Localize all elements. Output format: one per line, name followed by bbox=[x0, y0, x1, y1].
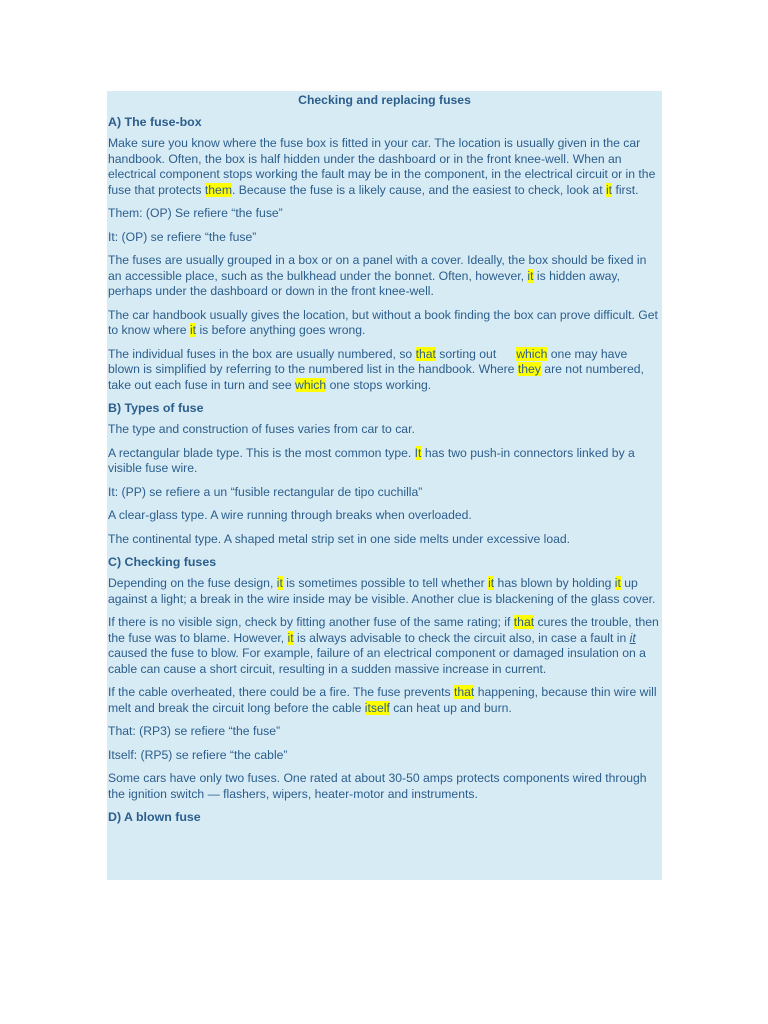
highlight-it: it bbox=[605, 182, 613, 197]
section-c-paragraph-2: If there is no visible sign, check by fitting another fuse of the same rating; if that cures the trouble, then the fuse was to blame. However, it is always advisable to check the circuit also, in case a fault in it caused the fuse to blow. For example, failure of an electrical component or damaged insulation on a cable can cause a short circuit, resulting in a sudden massive increase in current. bbox=[108, 615, 659, 676]
section-c-paragraph-1: Depending on the fuse design, it is sometimes possible to tell whether it has blown by holding it up against a light; a break in the wire inside may be visible. Another clue is blackening of the glass cover. bbox=[108, 576, 656, 606]
section-c-paragraph-4: Some cars have only two fuses. One rated at about 30-50 amps protects components wired through the ignition switch — flashers, wipers, heater-motor and instruments. bbox=[108, 771, 647, 801]
section-c-heading: C) Checking fuses bbox=[108, 555, 217, 569]
document-title: Checking and replacing fuses bbox=[298, 93, 471, 107]
highlight-which: which bbox=[295, 377, 327, 392]
section-d-heading: D) A blown fuse bbox=[108, 810, 201, 824]
highlight-it: it bbox=[189, 323, 197, 337]
document-panel bbox=[107, 91, 662, 880]
highlight-that: that bbox=[415, 346, 436, 361]
highlight-itself: itself bbox=[364, 700, 390, 715]
annotation-note: Itself: (RP5) se refiere “the cable” bbox=[108, 747, 288, 762]
highlight-it: it bbox=[276, 576, 283, 590]
highlight-it: it bbox=[614, 576, 621, 590]
section-a-paragraph-4: The individual fuses in the box are usually numbered, so that sorting out which one may have blown is simplified by referring to the numbered list in the handbook. Where they are not numbered, take out each fuse in turn and see which one stops working. bbox=[108, 346, 644, 392]
section-c-paragraph-3: If the cable overheated, there could be a fire. The fuse prevents that happening, because thin wire will melt and break the circuit long before the cable itself can heat up and burn. bbox=[108, 685, 657, 715]
section-a-paragraph-3: The car handbook usually gives the location, but without a book finding the box can prove difficult. Get to know where it is before anything goes wrong. bbox=[108, 307, 658, 337]
section-a-heading: A) The fuse-box bbox=[108, 115, 202, 129]
highlight-it: it bbox=[287, 630, 294, 645]
section-b-paragraph-1: The type and construction of fuses varies from car to car. bbox=[108, 422, 415, 436]
annotation-note: That: (RP3) se refiere “the fuse” bbox=[108, 724, 281, 738]
section-a-paragraph-2: The fuses are usually grouped in a box or on a panel with a cover. Ideally, the box should be fixed in an accessible place, such as the bulkhead under the bonnet. Often, however, it is hidden away, perhaps under the dashboard or down in the front knee-well. bbox=[108, 253, 647, 298]
annotation-note: It: (PP) se refiere a un “fusible rectangular de tipo cuchilla” bbox=[108, 484, 423, 499]
highlight-that: that bbox=[513, 615, 535, 629]
highlight-that: that bbox=[453, 685, 475, 699]
annotation-note: It: (OP) se refiere “the fuse” bbox=[108, 229, 257, 244]
highlight-it: it bbox=[488, 576, 495, 590]
section-b-heading: B) Types of fuse bbox=[108, 401, 204, 415]
section-b-paragraph-4: The continental type. A shaped metal strip set in one side melts under excessive load. bbox=[108, 531, 571, 546]
section-b-paragraph-3: A clear-glass type. A wire running through breaks when overloaded. bbox=[108, 508, 472, 522]
highlight-they: they bbox=[517, 362, 541, 376]
highlight-it: It bbox=[414, 445, 422, 460]
highlight-them: them bbox=[204, 182, 232, 197]
annotation-note: Them: (OP) Se refiere “the fuse” bbox=[108, 206, 283, 220]
highlight-which: which bbox=[516, 346, 548, 361]
emphasis-it: it bbox=[629, 630, 636, 645]
highlight-it: it bbox=[527, 268, 534, 283]
section-b-paragraph-2: A rectangular blade type. This is the most common type. It has two push-in connectors linked by a visible fuse wire. bbox=[108, 445, 635, 475]
section-a-paragraph-1: Make sure you know where the fuse box is fitted in your car. The location is usually given in the car handbook. Often, the box is half hidden under the dashboard or in the front knee-well. When an electrical component stops working the fault may be in the component, in the electrical circuit or in the fuse that protects them. Because the fuse is a likely cause, and the easiest to check, look at it first. bbox=[108, 136, 656, 197]
